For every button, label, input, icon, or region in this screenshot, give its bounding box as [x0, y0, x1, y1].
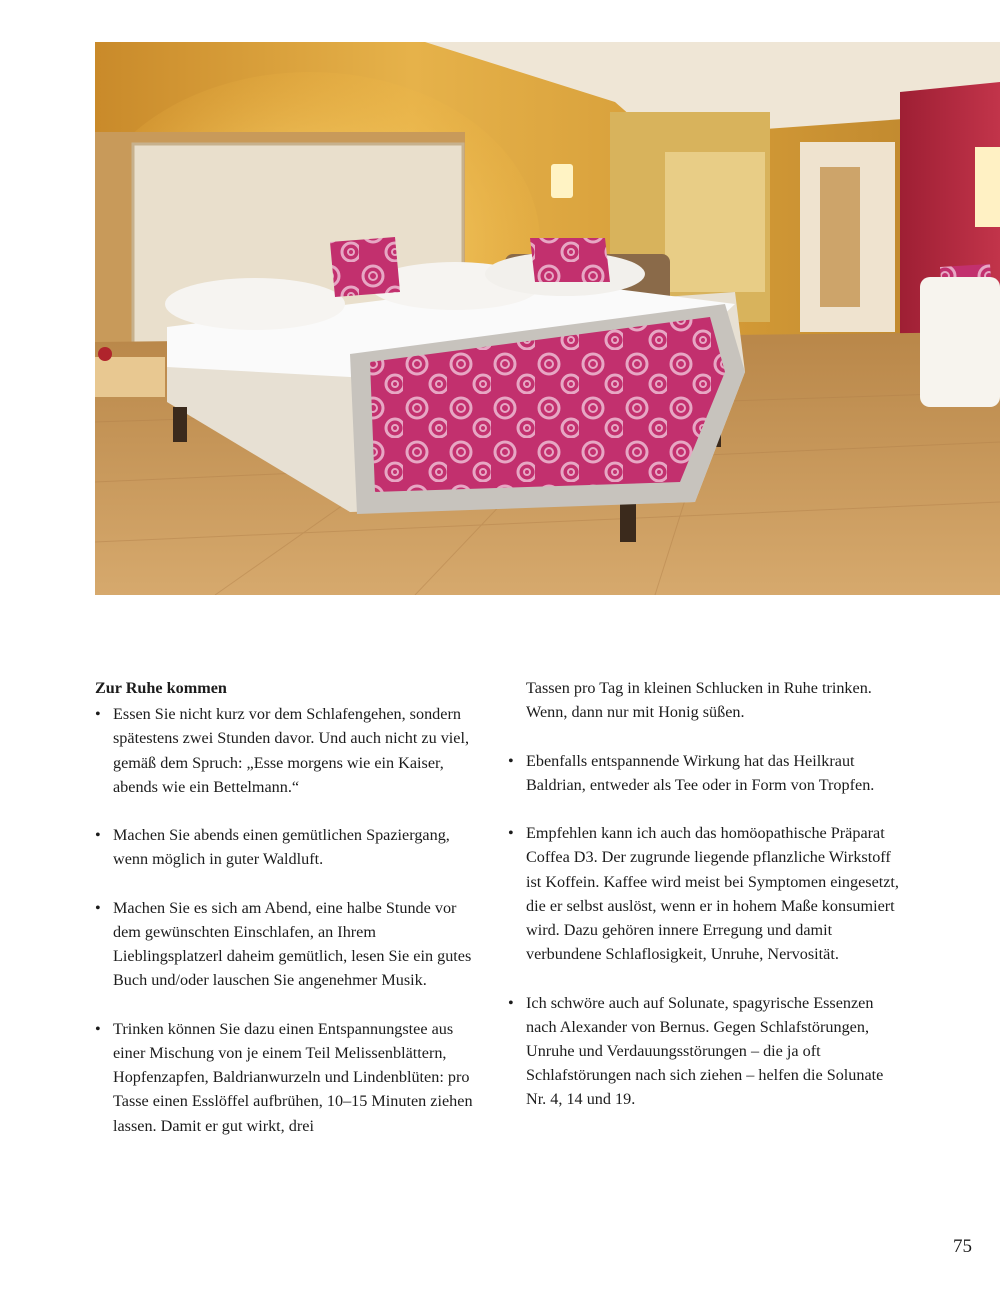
list-item: • Essen Sie nicht kurz vor dem Schlafengehen, sondern spätestens zwei Stunden davor. Und auch nicht zu viel, gemäß dem Spruch: „Esse morgens wie ein Kaiser, abends wie ein Bettelmann.“ — [95, 702, 475, 799]
list-item: • Ich schwöre auch auf Solunate, spagyrische Essenzen nach Alexander von Bernus. Gegen Schlafstörungen, Unruhe und Verdauungsstörungen – die ja oft Schlafstörungen nach sich ziehen – helfen die Solunate Nr. 4, 14 und 19. — [508, 991, 900, 1112]
tips-list-left — [95, 702, 475, 1138]
page-number: 75 — [953, 1236, 972, 1257]
list-item: • Machen Sie es sich am Abend, eine halbe Stunde vor dem gewünschten Einschlafen, an Ihrem Lieblingsplatzerl daheim gemütlich, lesen Sie ein gutes Buch und/oder lauschen Sie angenehmer Musik. — [95, 896, 475, 993]
list-item: • Empfehlen kann ich auch das homöopathische Präparat Coffea D3. Der zugrunde liegende pflanzliche Wirkstoff ist Koffein. Kaffee wird meist bei Symptomen eingesetzt, die er selbst auslöst, wenn er in hohem Maße konsumiert wird. Dazu gehören innere Erregung und damit verbundene Schlaflosigkeit, Unruhe, Nervosität. — [508, 821, 900, 966]
list-item: • Machen Sie abends einen gemütlichen Spaziergang, wenn möglich in guter Waldluft. — [95, 823, 475, 871]
tips-list-right — [508, 676, 900, 1112]
list-item: • Ebenfalls entspannende Wirkung hat das Heilkraut Baldrian, entweder als Tee oder in Form von Tropfen. — [508, 749, 900, 797]
left-text-column — [95, 676, 475, 1162]
section-heading: Zur Ruhe kommen — [95, 679, 227, 697]
list-item-continuation: Tassen pro Tag in kleinen Schlucken in Ruhe trinken. Wenn, dann nur mit Honig süßen. — [526, 679, 872, 722]
list-item: • Trinken können Sie dazu einen Entspannungstee aus einer Mischung von je einem Teil Melissenblättern, Hopfenzapfen, Baldrianwurzeln und Lindenblüten: pro Tasse einen Esslöffel aufbrühen, 10–15 Minuten ziehen lassen. Damit er gut wirkt, drei — [95, 1017, 475, 1138]
hotel-room-photo — [95, 42, 1000, 595]
right-text-column — [508, 676, 900, 1136]
